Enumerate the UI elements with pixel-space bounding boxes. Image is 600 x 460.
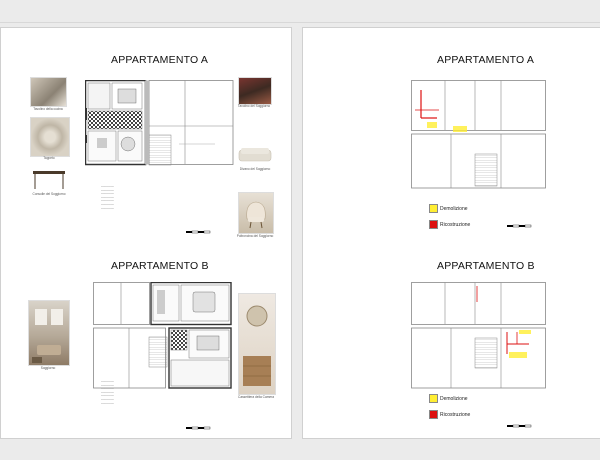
- caption: Consolle del Soggiorno: [32, 192, 66, 196]
- red-swatch-icon: [429, 220, 438, 229]
- scale-bar: [507, 224, 533, 230]
- cushions-photo: [238, 77, 272, 105]
- scale-bar: [186, 426, 212, 432]
- demolition-plan-apartment-a: [411, 80, 546, 190]
- living-room-photo: [28, 300, 70, 366]
- legend-notes-b: ─────── ─────── ─────── ─────── ─────── ─────── ───────: [101, 380, 114, 405]
- legend-reconstruction: Ricostruzione: [429, 410, 470, 419]
- caption: Divano del Soggiorno: [239, 167, 271, 171]
- scale-bar: [186, 230, 212, 236]
- sheet-demolition: [302, 27, 600, 439]
- armchair-photo: [238, 192, 274, 234]
- title-apartment-a: APPARTAMENTO A: [111, 54, 209, 66]
- demolition-plan-apartment-b: [411, 282, 546, 392]
- sofa-photo: [237, 145, 273, 165]
- title-apartment-a: APPARTAMENTO A: [437, 54, 535, 66]
- caption: Tappeto: [43, 156, 55, 160]
- caption: Tavolino del Soggiorno: [237, 104, 271, 108]
- console-table-photo: [30, 168, 68, 190]
- caption: Cassettiera della Camera: [238, 395, 274, 399]
- room-interior-photo: [30, 77, 67, 107]
- caption: Tavolino della cucina: [33, 107, 63, 111]
- yellow-swatch-icon: [429, 394, 438, 403]
- scale-bar: [507, 424, 533, 430]
- legend-demolition: Demolizione: [429, 204, 468, 213]
- title-apartment-b: APPARTAMENTO B: [437, 260, 535, 272]
- legend-demolition: Demolizione: [429, 394, 468, 403]
- rug-photo: [30, 117, 70, 157]
- yellow-swatch-icon: [429, 204, 438, 213]
- red-swatch-icon: [429, 410, 438, 419]
- title-apartment-b: APPARTAMENTO B: [111, 260, 209, 272]
- legend-reconstruction: Ricostruzione: [429, 220, 470, 229]
- caption: Soggiorno: [40, 366, 56, 370]
- mirror-dresser-photo: [238, 293, 276, 395]
- sheet-furnishing: [0, 27, 292, 439]
- legend-notes-a: ─────── ─────── ─────── ─────── ─────── ─────── ───────: [101, 185, 114, 210]
- top-divider: [0, 22, 600, 23]
- caption: Poltroncina del Soggiorno: [236, 234, 274, 238]
- floor-plan-apartment-b: [93, 282, 233, 407]
